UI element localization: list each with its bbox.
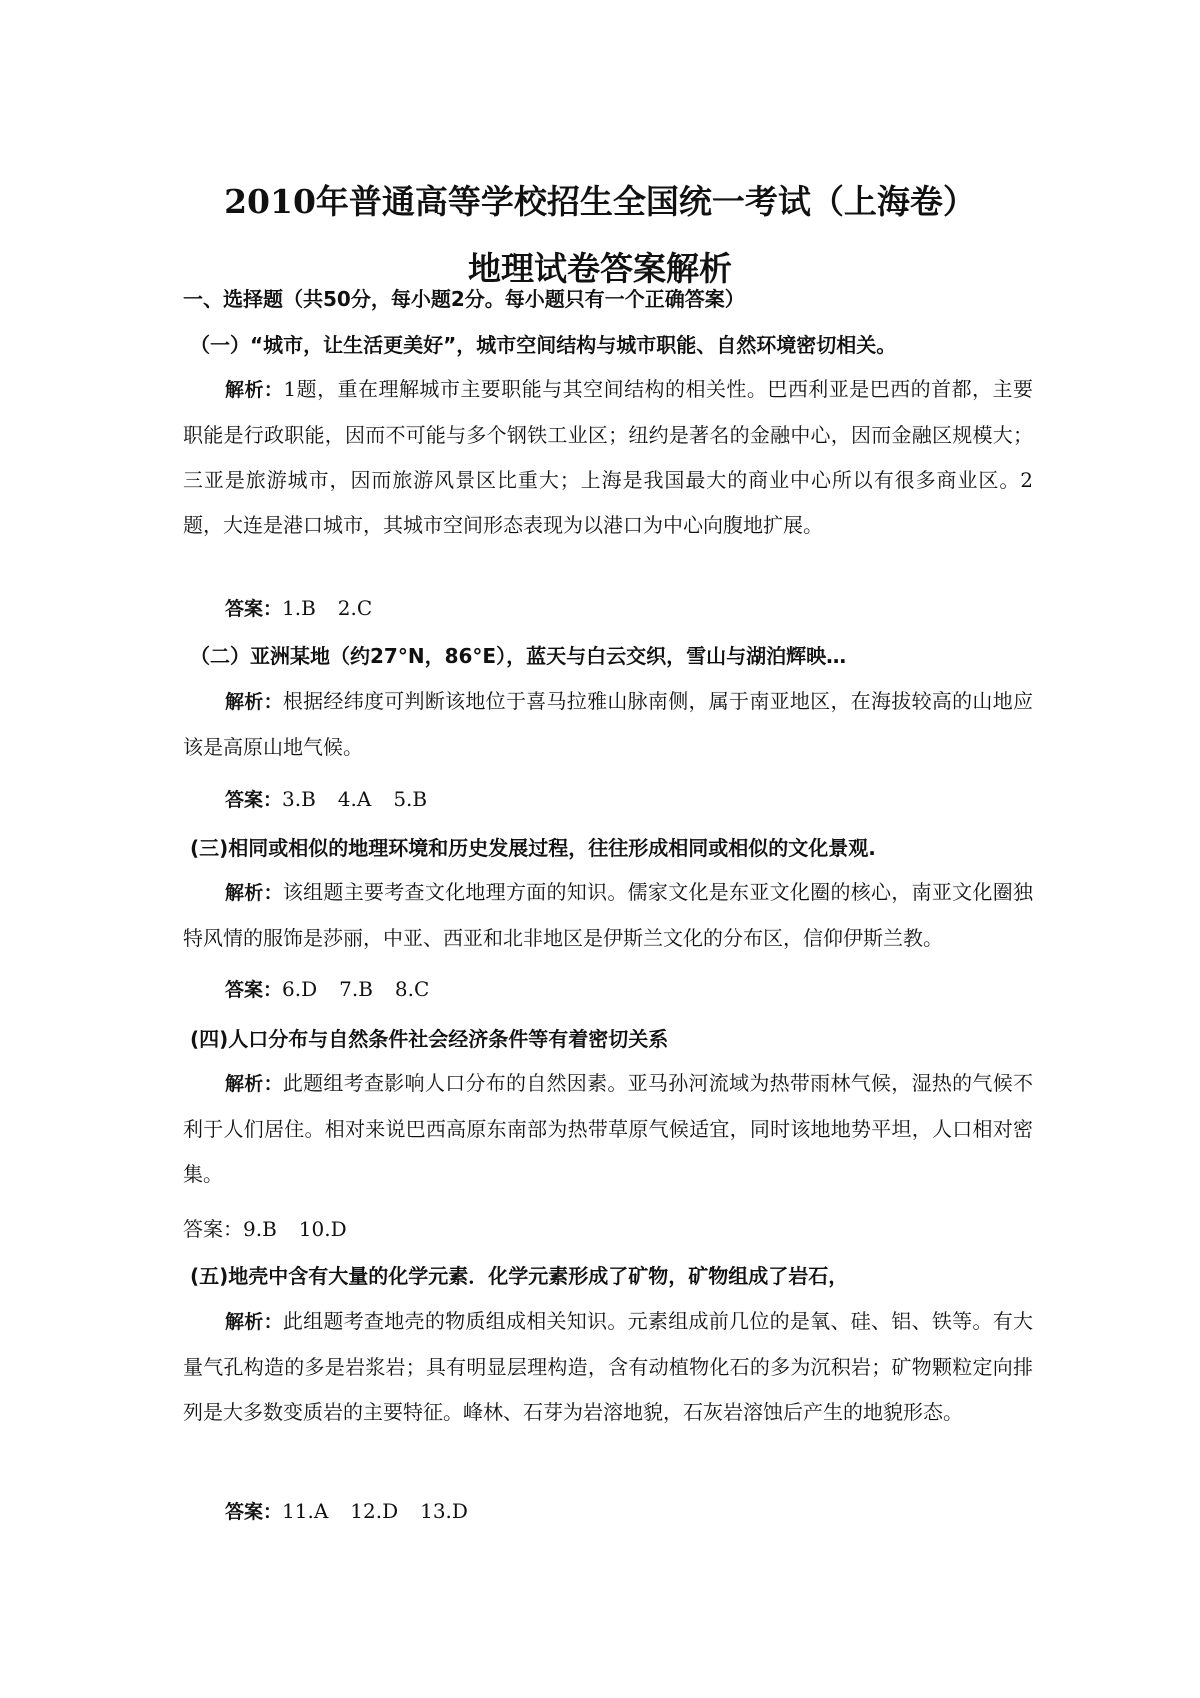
answer-value: 2.C — [337, 596, 373, 620]
answer-label: 答案： — [183, 1217, 243, 1241]
group-heading: (五)地壳中含有大量的化学元素．化学元素形成了矿物，矿物组成了岩石， — [190, 1264, 849, 1288]
analysis-text: 该组题主要考查文化地理方面的知识。儒家文化是东亚文化圈的核心，南亚文化圈独特风情的服饰是莎丽，中亚、西亚和北非地区是伊斯兰文化的分布区，信仰伊斯兰教。 — [183, 880, 1033, 950]
analysis-label: 解析： — [225, 1073, 283, 1095]
analysis-label: 解析： — [225, 691, 283, 713]
answer-value: 4.A — [337, 787, 372, 811]
answer-line — [225, 1497, 490, 1524]
group-heading: (四)人口分布与自然条件社会经济条件等有着密切关系 — [190, 1027, 669, 1051]
analysis-paragraph — [183, 1061, 1033, 1197]
answer-value: 11.A — [282, 1499, 329, 1523]
analysis-paragraph — [183, 870, 1033, 961]
answer-label: 答案： — [225, 1501, 283, 1523]
analysis-label: 解析： — [225, 882, 283, 904]
answer-value: 9.B — [243, 1217, 277, 1241]
analysis-text: 此题组考查影响人口分布的自然因素。亚马孙河流域为热带雨林气候，湿热的气候不利于人们居住。相对来说巴西高原东南部为热带草原气候适宜，同时该地地势平坦，人口相对密集。 — [183, 1071, 1033, 1186]
group-heading: （一）“城市，让生活更美好”，城市空间结构与城市职能、自然环境密切相关。 — [190, 333, 897, 357]
answer-label: 答案： — [225, 789, 283, 811]
answer-label: 答案： — [225, 598, 283, 620]
analysis-paragraph — [183, 1299, 1033, 1435]
analysis-paragraph — [183, 679, 1033, 770]
analysis-paragraph — [183, 367, 1033, 548]
answer-value: 3.B — [282, 787, 316, 811]
answer-line — [183, 1213, 369, 1242]
answer-value: 5.B — [393, 787, 428, 811]
answer-value: 6.D — [282, 977, 318, 1001]
answer-line — [225, 594, 394, 621]
analysis-text: 此组题考查地壳的物质组成相关知识。元素组成前几位的是氧、硅、铝、铁等。有大量气孔构造的多是岩浆岩；具有明显层理构造，含有动植物化石的多为沉积岩；矿物颗粒定向排列是大多数变质岩的主要特征。峰林、石芽为岩溶地貌，石灰岩溶蚀后产生的地貌形态。 — [183, 1309, 1033, 1424]
analysis-label: 解析： — [225, 379, 284, 401]
document-title: 2010年普通高等学校招生全国统一考试（上海卷） — [224, 182, 976, 221]
answer-value: 7.B — [339, 977, 373, 1001]
answer-value: 1.B — [282, 596, 316, 620]
answer-value: 12.D — [350, 1499, 399, 1523]
answer-label: 答案： — [225, 979, 283, 1001]
answer-value: 10.D — [298, 1217, 347, 1241]
answer-value: 8.C — [394, 977, 430, 1001]
analysis-text: 1题，重在理解城市主要职能与其空间结构的相关性。巴西利亚是巴西的首都，主要职能是行政职能，因而不可能与多个钢铁工业区；纽约是著名的金融中心，因而金融区规模大；三亚是旅游城市，因而旅游风景区比重大；上海是我国最大的商业中心所以有很多商业区。2题，大连是港口城市，其城市空间形态表现为以港口为中心向腹地扩展。 — [183, 377, 1033, 537]
group-heading: （二）亚洲某地（约27°N，86°E），蓝天与白云交织，雪山与湖泊辉映… — [190, 644, 847, 668]
document-subtitle: 地理试卷答案解析 — [468, 249, 732, 288]
answer-value: 13.D — [420, 1499, 468, 1523]
analysis-label: 解析： — [225, 1311, 283, 1333]
group-heading: (三)相同或相似的地理环境和历史发展过程，往往形成相同或相似的文化景观. — [190, 836, 876, 860]
answer-line — [225, 975, 451, 1002]
analysis-text: 根据经纬度可判断该地位于喜马拉雅山脉南侧，属于南亚地区，在海拔较高的山地应该是高原山地气候。 — [183, 689, 1033, 759]
answer-line — [225, 785, 449, 812]
section-heading: 一、选择题（共50分，每小题2分。每小题只有一个正确答案） — [183, 287, 745, 311]
